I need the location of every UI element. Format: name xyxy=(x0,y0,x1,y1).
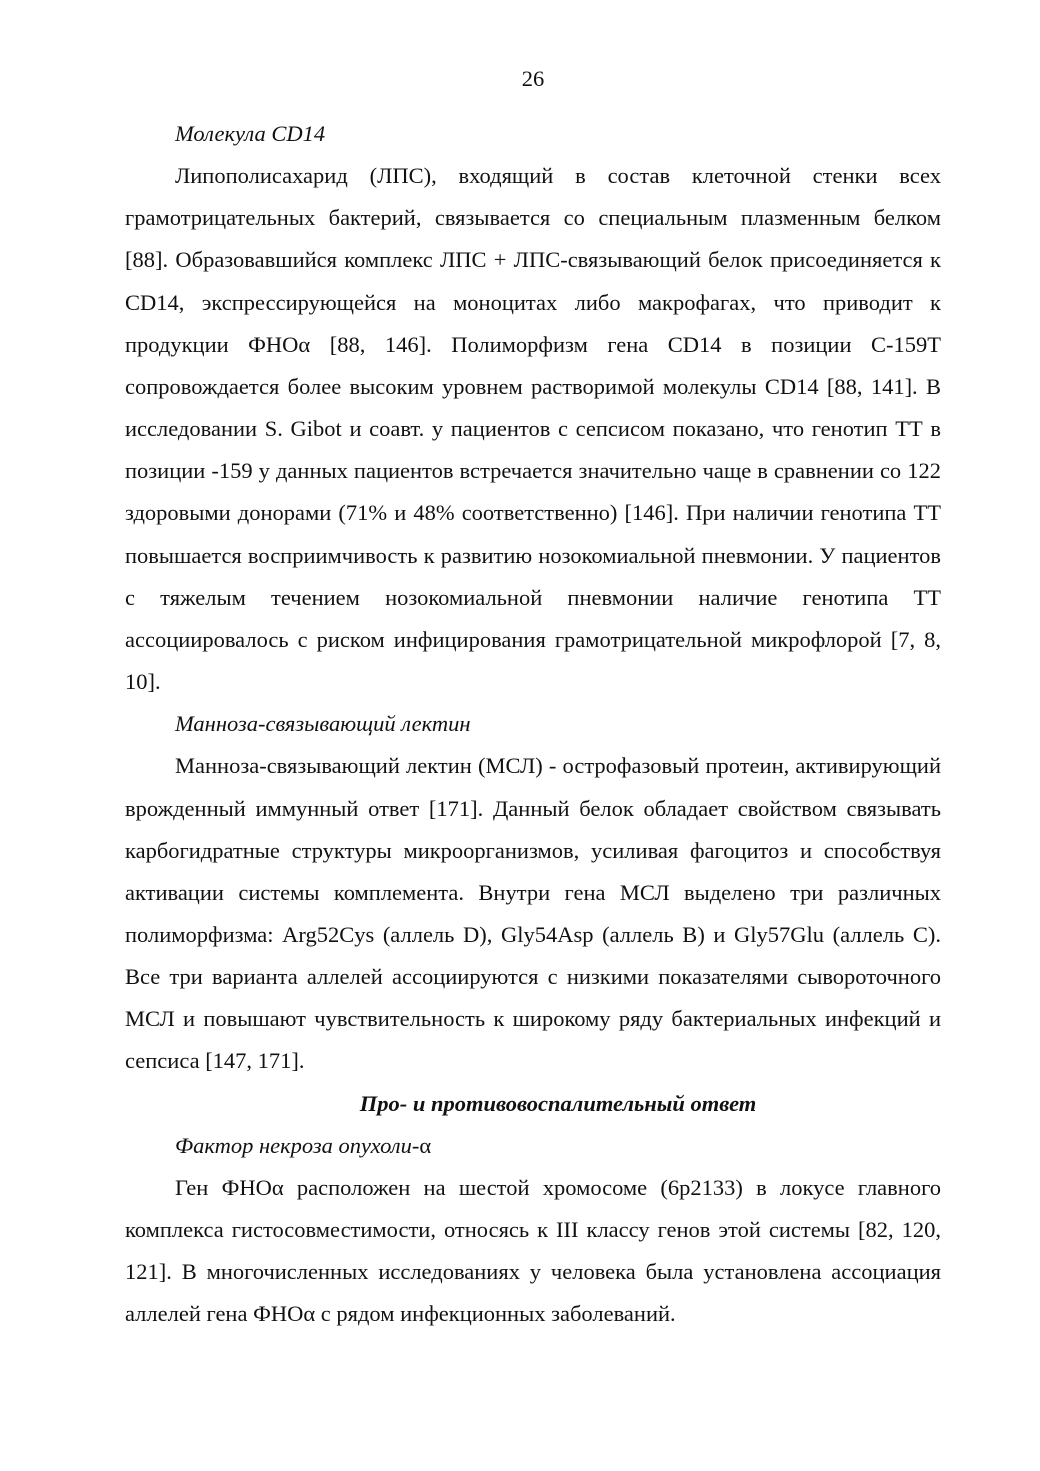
heading-inflammatory-response: Про- и противовоспалительный ответ xyxy=(359,1090,757,1116)
paragraph-cd14: Липополисахарид (ЛПС), входящий в состав клеточной стенки всех грамотрицательных бактерий, связывается со специальным плазменным белком [88]. Образовавшийся комплекс ЛПС + ЛПС-связывающий белок присоединяется к CD14, экспрессирующейся на моноцитах либо макрофагах, что приводит к продукции ФНОα [88, 146]. Полиморфизм гена CD14 в позиции С-159Т сопровождается более высоким уровнем растворимой молекулы CD14 [88, 141]. В исследовании S. Gibot и соавт. у пациентов с сепсисом показано, что генотип ТТ в позиции -159 у данных пациентов встречается значительно чаще в сравнении со 122 здоровыми донорами (71% и 48% соответственно) [146]. При наличии генотипа ТТ повышается восприимчивость к развитию нозокомиальной пневмонии. У пациентов с тяжелым течением нозокомиальной пневмонии наличие генотипа ТТ ассоциировалось с риском инфицирования грамотрицательной микрофлорой [7, 8, 10]. xyxy=(125,163,941,695)
heading-msl: Манноза-связывающий лектин xyxy=(175,711,471,737)
document-body xyxy=(125,113,941,1336)
heading-tnf-text: Фактор некроза опухоли- xyxy=(175,1132,420,1158)
heading-cd14: Молекула CD14 xyxy=(175,121,326,146)
page-number: 26 xyxy=(521,66,545,91)
paragraph-tnf: Ген ФНОα расположен на шестой хромосоме (6р2133) в локусе главного комплекса гистосовместимости, относясь к III классу генов этой системы [82, 120, 121]. В многочисленных исследованиях у человека была установлена ассоциация аллелей гена ФНОα с рядом инфекционных заболеваний. xyxy=(125,1174,941,1327)
heading-tnf xyxy=(125,1125,941,1167)
heading-tnf-alpha: α xyxy=(419,1132,432,1158)
paragraph-msl: Манноза-связывающий лектин (МСЛ) - острофазовый протеин, активирующий врожденный иммунный ответ [171]. Данный белок обладает свойством связывать карбогидратные структуры микроорганизмов, усиливая фагоцитоз и способствуя активации системы комплемента. Внутри гена МСЛ выделено три различных полиморфизма: Arg52Cys (аллель D), Gly54Asp (аллель В) и Gly57Glu (аллель С). Все три варианта аллелей ассоциируются с низкими показателями сывороточного МСЛ и повышают чувствительность к широкому ряду бактериальных инфекций и сепсиса [147, 171]. xyxy=(125,753,941,1074)
